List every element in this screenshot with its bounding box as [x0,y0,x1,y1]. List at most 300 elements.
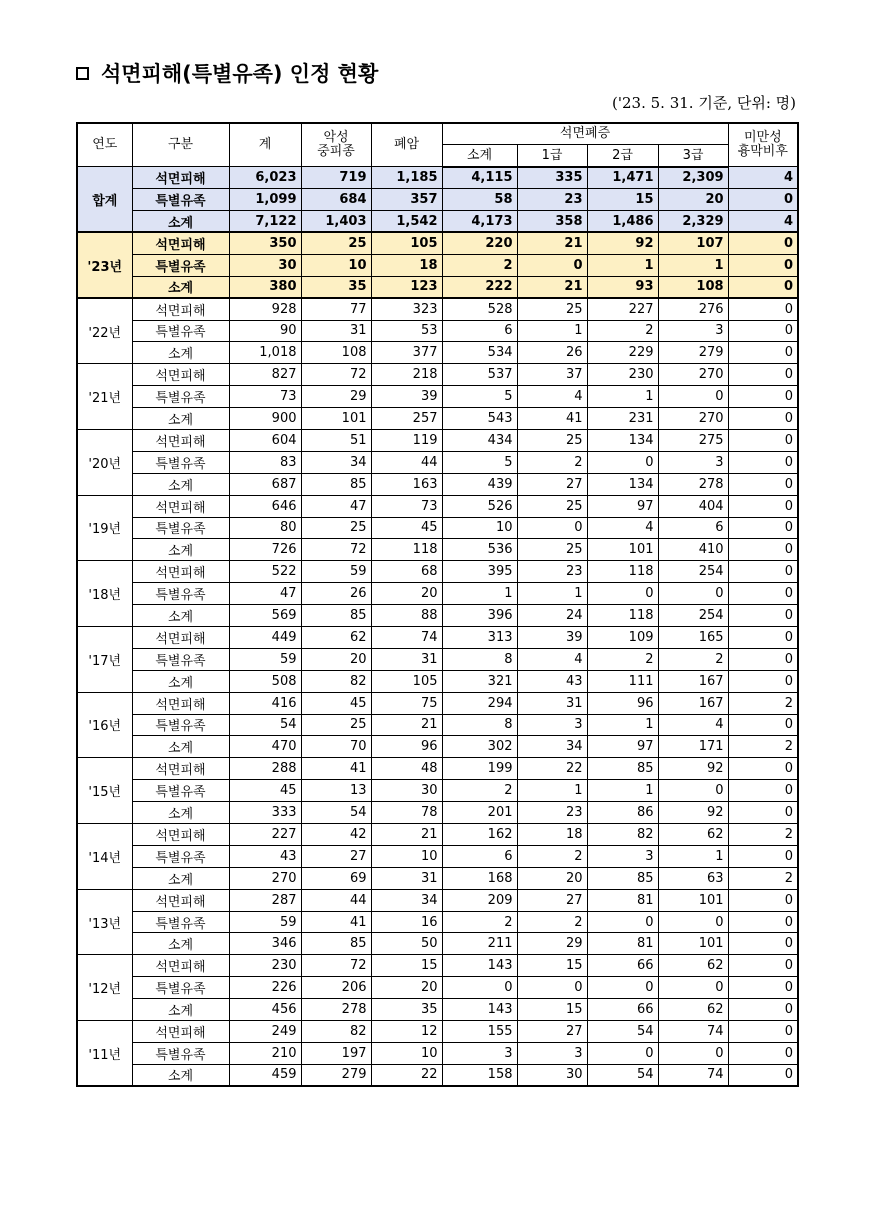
value-cell: 85 [587,867,658,889]
value-cell: 59 [301,561,371,583]
value-cell: 0 [728,933,798,955]
page-title [76,58,378,88]
category-cell: 소계 [132,408,229,430]
value-cell: 249 [229,1021,301,1043]
value-cell: 199 [442,758,517,780]
table-row [77,867,798,889]
value-cell: 134 [587,429,658,451]
value-cell: 21 [517,276,587,298]
value-cell: 0 [728,1042,798,1064]
category-cell: 석면피해 [132,364,229,386]
value-cell: 0 [728,999,798,1021]
category-cell: 특별유족 [132,977,229,999]
value-cell: 44 [301,889,371,911]
value-cell: 1 [442,583,517,605]
value-cell: 3 [517,1042,587,1064]
value-cell: 74 [658,1021,728,1043]
value-cell: 278 [301,999,371,1021]
category-cell: 석면피해 [132,889,229,911]
category-cell: 소계 [132,670,229,692]
value-cell: 1 [517,583,587,605]
value-cell: 167 [658,670,728,692]
value-cell: 54 [587,1064,658,1086]
value-cell: 279 [301,1064,371,1086]
table-row [77,626,798,648]
value-cell: 1,542 [371,211,442,233]
value-cell: 410 [658,539,728,561]
table-body [77,167,798,1086]
value-cell: 0 [728,845,798,867]
value-cell: 92 [587,232,658,254]
value-cell: 77 [301,298,371,320]
table-row [77,298,798,320]
value-cell: 41 [301,758,371,780]
value-cell: 719 [301,167,371,189]
value-cell: 25 [517,429,587,451]
value-cell: 92 [658,802,728,824]
value-cell: 26 [301,583,371,605]
year-cell: '23년 [77,232,132,298]
value-cell: 93 [587,276,658,298]
value-cell: 522 [229,561,301,583]
table-row [77,802,798,824]
category-cell: 특별유족 [132,386,229,408]
value-cell: 134 [587,473,658,495]
value-cell: 35 [301,276,371,298]
value-cell: 20 [658,189,728,211]
category-cell: 석면피해 [132,232,229,254]
value-cell: 3 [658,320,728,342]
table-row [77,824,798,846]
value-cell: 211 [442,933,517,955]
value-cell: 569 [229,605,301,627]
value-cell: 0 [517,977,587,999]
value-cell: 459 [229,1064,301,1086]
value-cell: 10 [371,1042,442,1064]
value-cell: 3 [658,451,728,473]
category-cell: 특별유족 [132,189,229,211]
value-cell: 82 [587,824,658,846]
value-cell: 0 [728,714,798,736]
value-cell: 526 [442,495,517,517]
value-cell: 0 [728,254,798,276]
value-cell: 81 [587,933,658,955]
value-cell: 21 [517,232,587,254]
value-cell: 0 [728,473,798,495]
value-cell: 66 [587,955,658,977]
value-cell: 4 [728,167,798,189]
value-cell: 0 [728,1064,798,1086]
year-cell: '13년 [77,889,132,955]
value-cell: 4,173 [442,211,517,233]
value-cell: 24 [517,605,587,627]
value-cell: 73 [371,495,442,517]
value-cell: 323 [371,298,442,320]
value-cell: 73 [229,386,301,408]
value-cell: 2 [728,692,798,714]
value-cell: 97 [587,495,658,517]
table-row [77,648,798,670]
value-cell: 357 [371,189,442,211]
value-cell: 54 [301,802,371,824]
category-cell: 소계 [132,539,229,561]
value-cell: 2 [728,824,798,846]
value-cell: 276 [658,298,728,320]
value-cell: 6 [658,517,728,539]
header-total: 계 [229,123,301,167]
value-cell: 543 [442,408,517,430]
table-row [77,670,798,692]
value-cell: 350 [229,232,301,254]
category-cell: 특별유족 [132,583,229,605]
year-cell: '11년 [77,1021,132,1087]
value-cell: 6 [442,845,517,867]
value-cell: 118 [371,539,442,561]
category-cell: 특별유족 [132,648,229,670]
value-cell: 45 [301,692,371,714]
value-cell: 34 [301,451,371,473]
value-cell: 59 [229,648,301,670]
value-cell: 0 [728,889,798,911]
value-cell: 31 [371,867,442,889]
reference-note: ('23. 5. 31. 기준, 단위: 명) [612,94,796,112]
category-cell: 소계 [132,933,229,955]
header-asbestosis: 석면폐증 [442,123,728,145]
category-cell: 소계 [132,999,229,1021]
value-cell: 72 [301,955,371,977]
value-cell: 6,023 [229,167,301,189]
value-cell: 27 [517,473,587,495]
header-asbestosis-subtotal: 소계 [442,145,517,167]
category-cell: 석면피해 [132,824,229,846]
value-cell: 377 [371,342,442,364]
value-cell: 163 [371,473,442,495]
value-cell: 470 [229,736,301,758]
value-cell: 0 [728,364,798,386]
value-cell: 85 [301,473,371,495]
category-cell: 특별유족 [132,911,229,933]
value-cell: 50 [371,933,442,955]
value-cell: 82 [301,670,371,692]
value-cell: 222 [442,276,517,298]
value-cell: 105 [371,232,442,254]
value-cell: 143 [442,955,517,977]
value-cell: 0 [728,298,798,320]
value-cell: 900 [229,408,301,430]
value-cell: 5 [442,451,517,473]
value-cell: 0 [658,911,728,933]
value-cell: 687 [229,473,301,495]
value-cell: 97 [587,736,658,758]
value-cell: 1 [587,780,658,802]
value-cell: 168 [442,867,517,889]
value-cell: 15 [517,999,587,1021]
value-cell: 30 [371,780,442,802]
value-cell: 2,309 [658,167,728,189]
value-cell: 2 [442,911,517,933]
value-cell: 8 [442,648,517,670]
category-cell: 석면피해 [132,758,229,780]
category-cell: 석면피해 [132,626,229,648]
value-cell: 30 [229,254,301,276]
header-category: 구분 [132,123,229,167]
value-cell: 0 [728,232,798,254]
value-cell: 827 [229,364,301,386]
year-cell: '22년 [77,298,132,364]
value-cell: 118 [587,605,658,627]
value-cell: 59 [229,911,301,933]
value-cell: 6 [442,320,517,342]
category-cell: 석면피해 [132,495,229,517]
value-cell: 1 [587,386,658,408]
value-cell: 1,099 [229,189,301,211]
table-row [77,955,798,977]
value-cell: 158 [442,1064,517,1086]
value-cell: 85 [587,758,658,780]
value-cell: 2 [517,451,587,473]
value-cell: 54 [229,714,301,736]
value-cell: 72 [301,539,371,561]
year-cell: '14년 [77,824,132,890]
value-cell: 230 [229,955,301,977]
year-cell: '15년 [77,758,132,824]
value-cell: 23 [517,189,587,211]
category-cell: 소계 [132,1064,229,1086]
category-cell: 소계 [132,605,229,627]
table-row [77,889,798,911]
value-cell: 534 [442,342,517,364]
value-cell: 1,185 [371,167,442,189]
value-cell: 90 [229,320,301,342]
value-cell: 0 [658,583,728,605]
value-cell: 62 [658,824,728,846]
value-cell: 74 [658,1064,728,1086]
category-cell: 특별유족 [132,451,229,473]
year-cell: '19년 [77,495,132,561]
value-cell: 30 [517,1064,587,1086]
value-cell: 227 [587,298,658,320]
value-cell: 69 [301,867,371,889]
value-cell: 62 [301,626,371,648]
value-cell: 34 [517,736,587,758]
value-cell: 101 [301,408,371,430]
category-cell: 석면피해 [132,298,229,320]
table-row [77,232,798,254]
year-cell: '12년 [77,955,132,1021]
value-cell: 254 [658,605,728,627]
value-cell: 288 [229,758,301,780]
value-cell: 206 [301,977,371,999]
value-cell: 25 [301,714,371,736]
value-cell: 358 [517,211,587,233]
value-cell: 58 [442,189,517,211]
value-cell: 107 [658,232,728,254]
table-row [77,517,798,539]
value-cell: 449 [229,626,301,648]
value-cell: 29 [517,933,587,955]
value-cell: 21 [371,714,442,736]
table-row [77,911,798,933]
table-row [77,933,798,955]
value-cell: 31 [301,320,371,342]
value-cell: 96 [371,736,442,758]
value-cell: 75 [371,692,442,714]
category-cell: 소계 [132,802,229,824]
year-cell: '16년 [77,692,132,758]
value-cell: 44 [371,451,442,473]
value-cell: 4 [587,517,658,539]
category-cell: 소계 [132,736,229,758]
value-cell: 684 [301,189,371,211]
value-cell: 321 [442,670,517,692]
category-cell: 특별유족 [132,714,229,736]
value-cell: 4 [517,648,587,670]
table-row [77,276,798,298]
value-cell: 72 [301,364,371,386]
value-cell: 0 [728,342,798,364]
value-cell: 18 [371,254,442,276]
value-cell: 1 [658,845,728,867]
value-cell: 380 [229,276,301,298]
value-cell: 0 [728,539,798,561]
value-cell: 8 [442,714,517,736]
value-cell: 270 [229,867,301,889]
value-cell: 101 [658,933,728,955]
value-cell: 508 [229,670,301,692]
header-grade-2: 2급 [587,145,658,167]
value-cell: 13 [301,780,371,802]
value-cell: 162 [442,824,517,846]
year-cell: '21년 [77,364,132,430]
category-cell: 석면피해 [132,692,229,714]
table-row [77,254,798,276]
value-cell: 92 [658,758,728,780]
value-cell: 4 [517,386,587,408]
value-cell: 0 [728,320,798,342]
table-row [77,780,798,802]
table-row [77,408,798,430]
value-cell: 171 [658,736,728,758]
value-cell: 42 [301,824,371,846]
value-cell: 82 [301,1021,371,1043]
category-cell: 석면피해 [132,1021,229,1043]
value-cell: 528 [442,298,517,320]
category-cell: 석면피해 [132,429,229,451]
value-cell: 1 [658,254,728,276]
value-cell: 726 [229,539,301,561]
value-cell: 928 [229,298,301,320]
value-cell: 47 [301,495,371,517]
value-cell: 0 [658,977,728,999]
value-cell: 96 [587,692,658,714]
value-cell: 25 [517,495,587,517]
value-cell: 0 [728,670,798,692]
value-cell: 646 [229,495,301,517]
value-cell: 227 [229,824,301,846]
category-cell: 특별유족 [132,845,229,867]
value-cell: 10 [301,254,371,276]
value-cell: 78 [371,802,442,824]
value-cell: 51 [301,429,371,451]
value-cell: 20 [301,648,371,670]
value-cell: 2 [658,648,728,670]
value-cell: 111 [587,670,658,692]
value-cell: 70 [301,736,371,758]
value-cell: 395 [442,561,517,583]
value-cell: 604 [229,429,301,451]
year-cell: '18년 [77,561,132,627]
table-row [77,320,798,342]
value-cell: 35 [371,999,442,1021]
category-cell: 소계 [132,276,229,298]
value-cell: 294 [442,692,517,714]
value-cell: 37 [517,364,587,386]
value-cell: 123 [371,276,442,298]
value-cell: 0 [728,780,798,802]
value-cell: 4 [728,211,798,233]
value-cell: 279 [658,342,728,364]
value-cell: 0 [587,977,658,999]
value-cell: 2 [587,648,658,670]
value-cell: 3 [587,845,658,867]
table-row [77,386,798,408]
value-cell: 62 [658,999,728,1021]
table-row [77,758,798,780]
value-cell: 1,403 [301,211,371,233]
value-cell: 434 [442,429,517,451]
value-cell: 23 [517,561,587,583]
value-cell: 0 [658,1042,728,1064]
value-cell: 333 [229,802,301,824]
value-cell: 3 [442,1042,517,1064]
value-cell: 31 [517,692,587,714]
value-cell: 68 [371,561,442,583]
table-row [77,451,798,473]
value-cell: 0 [728,955,798,977]
table-row [77,1042,798,1064]
value-cell: 313 [442,626,517,648]
value-cell: 81 [587,889,658,911]
value-cell: 21 [371,824,442,846]
value-cell: 43 [517,670,587,692]
table-row [77,977,798,999]
header-year: 연도 [77,123,132,167]
value-cell: 0 [728,977,798,999]
category-cell: 특별유족 [132,780,229,802]
value-cell: 20 [517,867,587,889]
value-cell: 1 [587,714,658,736]
asbestos-victims-table [76,122,799,1087]
category-cell: 특별유족 [132,517,229,539]
year-cell: 합계 [77,167,132,233]
table-row [77,1021,798,1043]
value-cell: 15 [587,189,658,211]
header-grade-3: 3급 [658,145,728,167]
value-cell: 0 [658,386,728,408]
table-row [77,189,798,211]
value-cell: 0 [587,911,658,933]
table-row [77,845,798,867]
value-cell: 47 [229,583,301,605]
value-cell: 43 [229,845,301,867]
value-cell: 105 [371,670,442,692]
value-cell: 10 [442,517,517,539]
category-cell: 특별유족 [132,254,229,276]
value-cell: 0 [728,408,798,430]
value-cell: 218 [371,364,442,386]
value-cell: 0 [517,254,587,276]
value-cell: 456 [229,999,301,1021]
